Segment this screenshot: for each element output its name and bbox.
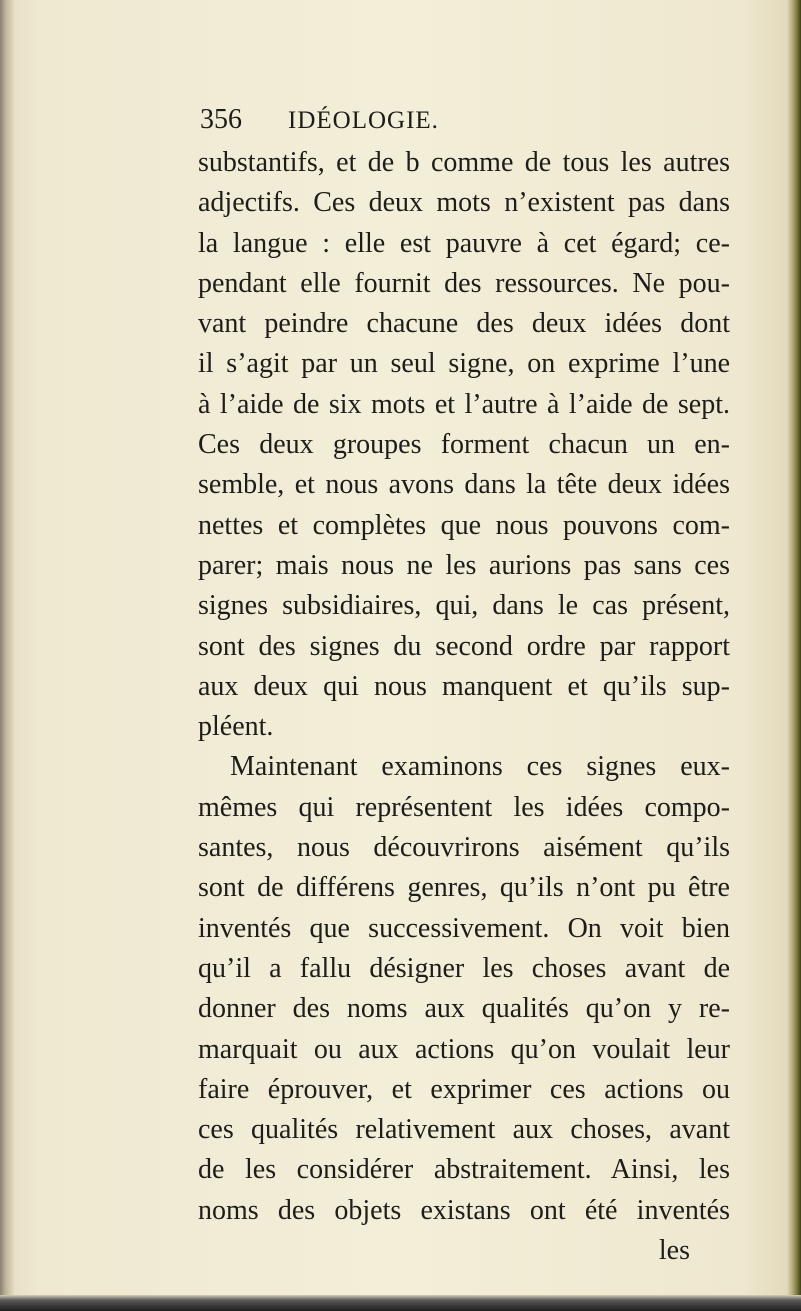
text-line: sont de différens genres, qu’ils n’ont pu être	[198, 872, 730, 904]
text-line: aux deux qui nous manquent et qu’ils sup-	[198, 670, 730, 702]
text-line: Maintenant examinons ces signes eux-	[230, 751, 730, 783]
text-line: substantifs, et de b comme de tous les autres	[198, 147, 730, 178]
text-line: signes subsidiaires, qui, dans le cas présent,	[198, 590, 730, 622]
text-line: qu’il a fallu désigner les choses avant de	[198, 952, 730, 984]
text-line: santes, nous découvrirons aisément qu’ils	[198, 832, 730, 864]
page-gutter-shadow	[0, 0, 14, 1311]
text-line: adjectifs. Ces deux mots n’existent pas dans	[198, 187, 730, 219]
page-edge-shadow	[787, 0, 801, 1311]
page-number: 356	[200, 104, 242, 135]
text-line: inventés que successivement. On voit bien	[198, 912, 730, 944]
text-line: faire éprouver, et exprimer ces actions ou	[198, 1073, 730, 1105]
text-line: donner des noms aux qualités qu’on y re-	[198, 993, 730, 1025]
text-line: à l’aide de six mots et l’autre à l’aide de sept.	[198, 388, 730, 420]
text-line: mêmes qui représentent les idées compo-	[198, 791, 730, 823]
text-line: pendant elle fournit des ressources. Ne pou-	[198, 267, 730, 299]
scan-bottom-edge	[0, 1295, 801, 1311]
catchword: les	[658, 1235, 690, 1267]
text-line: vant peindre chacune des deux idées dont	[198, 308, 730, 340]
text-line: il s’agit par un seul signe, on exprime l’une	[198, 348, 730, 380]
text-line: la langue : elle est pauvre à cet égard; ce-	[198, 227, 730, 259]
text-line: marquait ou aux actions qu’on voulait leur	[198, 1033, 730, 1065]
text-line: sont des signes du second ordre par rapport	[198, 630, 730, 662]
body-text	[198, 143, 730, 1271]
text-line: parer; mais nous ne les aurions pas sans ces	[198, 549, 730, 581]
text-line: nettes et complètes que nous pouvons com-	[198, 509, 730, 541]
text-line: semble, et nous avons dans la tête deux idées	[198, 469, 730, 501]
text-line: pléent.	[198, 711, 274, 743]
text-line: noms des objets existans ont été inventés	[198, 1194, 730, 1226]
text-line: ces qualités relativement aux choses, avant	[198, 1114, 730, 1146]
text-line: Ces deux groupes forment chacun un en-	[198, 429, 730, 461]
text-line: de les considérer abstraitement. Ainsi, les	[198, 1154, 730, 1186]
running-title: IDÉOLOGIE.	[288, 107, 439, 134]
running-header	[200, 104, 439, 136]
